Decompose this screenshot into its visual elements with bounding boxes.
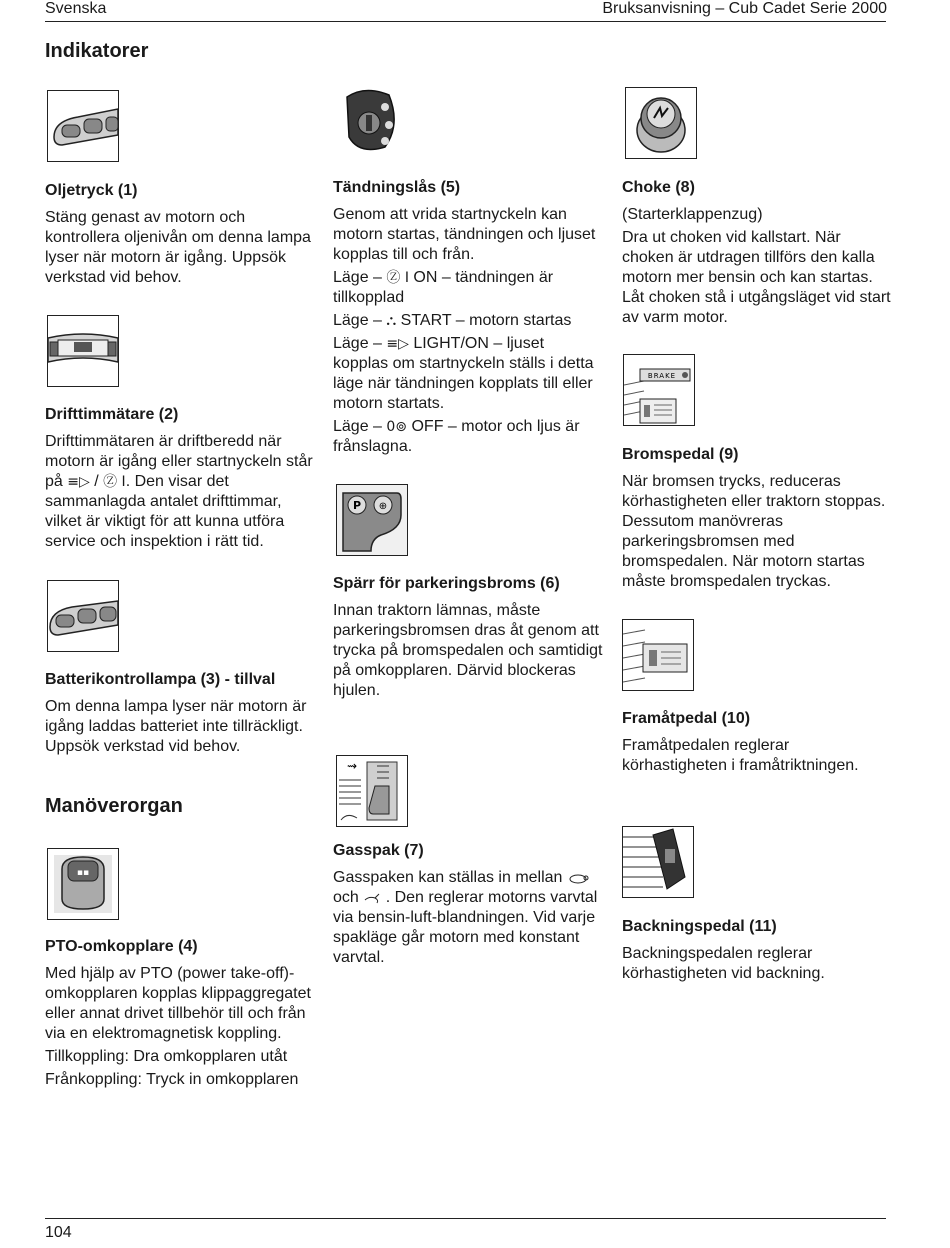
ignition-start-text: START – motorn startas [396,312,572,329]
choke-text [622,205,892,331]
battery-lamp-text: Om denna lampa lyser när motorn är igång laddas batteriet inte tillräckligt. Uppsök verkstad vid behov. [45,698,307,755]
throttle-text [333,868,603,968]
pto-switch-text [45,964,315,1093]
forward-pedal-text: Framåtpedalen reglerar körhastigheten i framåtriktningen. [622,737,859,774]
ignition-position-light [333,334,603,414]
ignition-off-icon: 0⊚ [386,419,408,435]
header-language: Svenska [45,0,107,17]
light-symbol-icon: ≡▷ [67,474,90,490]
hour-meter-title: Drifttimmätare (2) [45,406,179,423]
ignition-title: Tändningslås (5) [333,179,461,196]
choke-description: Dra ut choken vid kallstart. När choken är utdragen tillförs den kalla motorn mer bensin och kan startas. Låt choken stå i utgångsläget vid start av varm motor. [622,229,891,326]
svg-text:▪▪: ▪▪ [76,868,90,878]
hour-meter-figure [47,315,119,387]
brake-pedal-text: När bromsen trycks, reduceras körhastigheten eller traktorn stoppas. Dessutom manövreras parkeringsbromsen med bromspedalen. När motorn startas måste bromspedalen tryckas. [622,473,886,590]
ignition-light-icon: ≡▷ [386,336,409,352]
ignition-start-icon: ⛬ [386,313,397,329]
reverse-pedal-title: Backningspedal (11) [622,918,777,935]
battery-lamp-title: Batterikontrollampa (3) - tillval [45,671,276,688]
ignition-switch-figure [335,85,405,155]
parking-brake-figure [336,484,408,556]
ignition-symbol-icon: Ⓩ I [103,474,126,490]
choke-figure [625,87,697,159]
ignition-light-text: LIGHT/ON – ljuset kopplas om startnyckeln ställs i detta läge när tändningen kopplats till eller motorn startats. [333,335,594,412]
pto-switch-figure [47,848,119,920]
forward-pedal-figure [622,619,694,691]
rabbit-icon [363,890,385,906]
ignition-light-prefix: Läge – [333,335,387,352]
oil-pressure-text: Stäng genast av motorn och kontrollera oljenivån om denna lampa lyser när motorn är igång. Uppsök verkstad vid behov. [45,209,311,286]
brake-pedal-figure [623,354,695,426]
ignition-intro: Genom att vrida startnyckeln kan motorn startas, tändningen och ljuset kopplas till och från. [333,206,596,263]
ignition-on-text: ON – tändningen är tillkopplad [333,269,554,306]
page-number: 104 [45,1224,72,1241]
brake-figure-label: BRAKE [647,372,677,380]
ignition-off-prefix: Läge – [333,418,387,435]
ignition-position-on [333,268,603,308]
reverse-pedal-figure [622,826,694,898]
brake-pedal-title: Bromspedal (9) [622,446,739,463]
choke-title: Choke (8) [622,179,695,196]
throttle-lever-figure [336,755,408,827]
footer-divider [45,1218,886,1219]
ignition-off-text: OFF – motor och ljus är frånslagna. [333,418,580,455]
throttle-text-a: Gasspaken kan ställas in mellan [333,869,567,886]
choke-subtitle: (Starterklappenzug) [622,206,763,223]
parking-brake-text: Innan traktorn lämnas, måste parkeringsbromsen dras åt genom att trycka på bromspedalen och samtidigt på omkopplaren. Därvid blockeras hjulen. [333,602,603,699]
throttle-text-c: . Den reglerar motorns varvtal via bensin-luft-blandningen. Vid varje spakläge går motorn med konstant varvtal. [333,889,598,966]
header-divider [45,21,886,22]
oil-pressure-figure [47,90,119,162]
svg-text:⇝: ⇝ [347,759,358,773]
header-manual-title: Bruksanvisning – Cub Cadet Serie 2000 [602,0,887,17]
throttle-text-b: och [333,889,364,906]
hour-meter-text [45,432,315,552]
ignition-position-start [333,311,603,331]
pto-switch-disengage: Frånkoppling: Tryck in omkopplaren [45,1071,299,1088]
svg-text:P: P [352,499,362,512]
battery-lamp-figure [47,580,119,652]
hour-meter-text-pre: Drifttimmätaren är driftberedd när motorn är igång eller startnyckeln står på [45,433,313,490]
svg-text:⊕: ⊕ [378,501,388,512]
ignition-on-prefix: Läge – [333,269,387,286]
turtle-icon [567,870,589,886]
pto-switch-title: PTO-omkopplare (4) [45,938,198,955]
oil-pressure-title: Oljetryck (1) [45,182,138,199]
section-title-indicators: Indikatorer [45,40,149,62]
parking-brake-title: Spärr för parkeringsbroms (6) [333,575,560,592]
pto-switch-engage: Tillkoppling: Dra omkopplaren utåt [45,1048,288,1065]
ignition-on-icon: Ⓩ I [386,270,409,286]
forward-pedal-title: Framåtpedal (10) [622,710,751,727]
hour-meter-text-post: . Den visar det sammanlagda antalet drifttimmar, vilket är viktigt för att kunna utföra service och inspektion i rätt tid. [45,473,285,550]
ignition-position-off [333,417,603,457]
section-title-controls: Manöverorgan [45,795,183,817]
throttle-title: Gasspak (7) [333,842,424,859]
reverse-pedal-text: Backningspedalen reglerar körhastigheten vid backning. [622,945,825,982]
pto-switch-description: Med hjälp av PTO (power take-off)-omkopplaren kopplas klippaggregatet eller annat drivet tillbehör till och från via en elektromagnetisk koppling. [45,965,311,1042]
hour-meter-separator: / [89,473,104,490]
ignition-start-prefix: Läge – [333,312,387,329]
ignition-text [333,205,603,460]
